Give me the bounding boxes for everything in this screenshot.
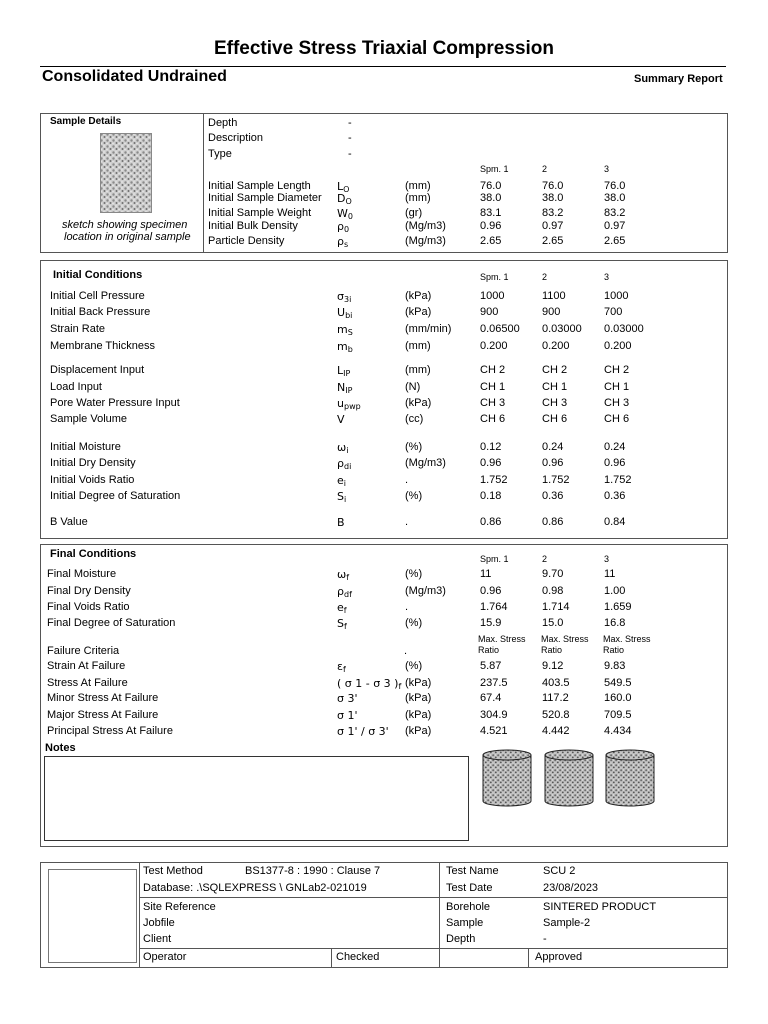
initial-condition-value-spm1: 900 [480, 306, 499, 318]
sample-detail-label: Particle Density [208, 235, 285, 247]
initial-condition-value-spm1: CH 6 [480, 413, 506, 425]
symbol-main: U [337, 306, 346, 319]
failure-value-value-spm2: 403.5 [542, 677, 570, 689]
symbol-main: ρ [337, 220, 344, 233]
initial-condition-value-spm1: CH 3 [480, 397, 506, 409]
symbol-subscript: df [343, 590, 352, 599]
sample-details-heading: Sample Details [50, 116, 122, 127]
sketch-caption-line2: location in original sample [64, 231, 191, 243]
failure-value-value-spm1: 4.521 [480, 725, 508, 737]
ic-spec-header-3: 3 [604, 272, 610, 282]
initial-condition-label: Initial Cell Pressure [50, 290, 145, 302]
type-value: - [348, 148, 352, 160]
symbol-main: ω [337, 568, 347, 581]
initial-condition-value-spm3: 0.36 [604, 490, 626, 502]
sample-detail-label: Initial Sample Length [208, 180, 311, 192]
sample-detail-unit: (mm) [405, 180, 431, 192]
initial-condition-value-spm1: 0.06500 [480, 323, 520, 335]
symbol-subscript: 0 [347, 212, 353, 221]
symbol-main: ρ [337, 457, 344, 470]
failure-criteria-unit: . [404, 645, 408, 657]
footer-checked-divider [528, 948, 529, 968]
failure-value-symbol [337, 660, 346, 674]
initial-condition-unit: (kPa) [405, 306, 432, 318]
failure-value-value-spm3: 549.5 [604, 677, 632, 689]
notes-label: Notes [45, 742, 76, 754]
failure-criteria-3-line2: Ratio [603, 645, 625, 655]
failure-value-label: Strain At Failure [47, 660, 126, 672]
initial-condition-symbol [337, 364, 350, 378]
symbol-main: e [337, 474, 344, 487]
initial-condition-unit: (mm) [405, 364, 431, 376]
sample-detail-value-spm1: 83.1 [480, 207, 502, 219]
report-title: Effective Stress Triaxial Compression [213, 38, 555, 59]
test-date-value: 23/08/2023 [543, 882, 599, 894]
initial-condition-symbol [337, 306, 352, 320]
sample-detail-unit: (mm) [405, 192, 431, 204]
sample-detail-value-spm2: 0.97 [542, 220, 564, 232]
failure-value-value-spm3: 709.5 [604, 709, 632, 721]
sample-detail-value-spm2: 83.2 [542, 207, 564, 219]
initial-condition-label: Initial Back Pressure [50, 306, 151, 318]
approved-label: Approved [535, 951, 583, 963]
initial-condition-value-spm2: CH 3 [542, 397, 568, 409]
symbol-subscript: di [343, 462, 352, 471]
final-condition-symbol [337, 601, 347, 615]
description-value: - [348, 132, 352, 144]
specimen-cylinder-2 [544, 749, 594, 807]
initial-condition-value-spm3: CH 2 [604, 364, 630, 376]
checked-label: Checked [336, 951, 380, 963]
symbol-main: e [337, 601, 344, 614]
initial-condition-unit: (%) [405, 441, 423, 453]
test-method-value: BS1377-8 : 1990 : Clause 7 [245, 865, 381, 877]
failure-criteria-3-line1: Max. Stress [603, 634, 651, 644]
initial-condition-value-spm2: 0.86 [542, 516, 564, 528]
initial-condition-symbol [337, 441, 348, 455]
symbol-main: σ 3' [337, 692, 358, 705]
borehole-value: SINTERED PRODUCT [543, 901, 657, 913]
initial-condition-symbol [337, 340, 353, 354]
failure-value-symbol [337, 677, 401, 691]
symbol-main: S [337, 617, 344, 630]
footer-logo-box [48, 869, 137, 963]
symbol-main: ( σ 1 - σ 3 ) [337, 677, 399, 690]
symbol-subscript: b [347, 345, 353, 354]
specimen-cylinder-3 [605, 749, 655, 807]
initial-condition-value-spm1: 1000 [480, 290, 505, 302]
final-condition-label: Final Dry Density [47, 585, 131, 597]
test-name-label: Test Name [446, 865, 499, 877]
initial-condition-unit: (cc) [405, 413, 424, 425]
initial-condition-value-spm3: 0.03000 [604, 323, 644, 335]
symbol-main: ω [337, 441, 347, 454]
symbol-main: m [337, 323, 348, 336]
site-reference-label: Site Reference [143, 901, 216, 913]
symbol-subscript: IP [345, 386, 353, 395]
failure-value-unit: (kPa) [405, 677, 432, 689]
sample-detail-value-spm3: 83.2 [604, 207, 626, 219]
failure-criteria-1-line1: Max. Stress [478, 634, 526, 644]
final-condition-unit: (%) [405, 568, 423, 580]
fc-spec-header-2: 2 [542, 554, 548, 564]
initial-condition-value-spm3: 0.96 [604, 457, 626, 469]
symbol-subscript: f [343, 606, 347, 615]
type-label: Type [208, 148, 232, 160]
initial-condition-symbol [337, 413, 345, 426]
initial-condition-label: Pore Water Pressure Input [50, 397, 180, 409]
jobfile-label: Jobfile [143, 917, 175, 929]
initial-condition-value-spm1: 0.96 [480, 457, 502, 469]
final-condition-value-spm3: 1.00 [604, 585, 626, 597]
symbol-subscript: O [345, 197, 352, 206]
initial-condition-value-spm3: 1000 [604, 290, 629, 302]
initial-condition-symbol [337, 290, 351, 304]
footer-mid-divider [439, 862, 440, 968]
sample-detail-value-spm2: 76.0 [542, 180, 564, 192]
initial-condition-symbol [337, 381, 352, 395]
operator-label: Operator [143, 951, 187, 963]
initial-condition-value-spm2: 0.200 [542, 340, 570, 352]
initial-condition-unit: (Mg/m3) [405, 457, 446, 469]
initial-condition-symbol [337, 397, 361, 411]
failure-value-value-spm2: 4.442 [542, 725, 570, 737]
symbol-main: σ 1' / σ 3' [337, 725, 389, 738]
client-label: Client [143, 933, 172, 945]
failure-value-value-spm1: 304.9 [480, 709, 508, 721]
final-condition-value-spm3: 11 [604, 568, 616, 580]
initial-condition-unit: (kPa) [405, 397, 432, 409]
failure-criteria-1-line2: Ratio [478, 645, 500, 655]
failure-value-value-spm3: 4.434 [604, 725, 632, 737]
initial-condition-unit: (kPa) [405, 290, 432, 302]
test-date-label: Test Date [446, 882, 493, 894]
sample-detail-symbol [337, 235, 348, 249]
final-condition-value-spm1: 1.764 [480, 601, 508, 613]
initial-condition-value-spm1: 0.86 [480, 516, 502, 528]
initial-condition-unit: (%) [405, 490, 423, 502]
symbol-main: ε [337, 660, 343, 673]
initial-condition-value-spm1: 1.752 [480, 474, 508, 486]
initial-condition-value-spm2: 0.96 [542, 457, 564, 469]
final-condition-value-spm2: 1.714 [542, 601, 570, 613]
failure-value-value-spm3: 160.0 [604, 692, 632, 704]
sample-detail-symbol [337, 192, 352, 206]
final-condition-label: Final Degree of Saturation [47, 617, 176, 629]
sample-detail-label: Initial Sample Weight [208, 207, 312, 219]
ic-spec-header-2: 2 [542, 272, 548, 282]
sample-detail-value-spm1: 76.0 [480, 180, 502, 192]
failure-criteria-2-line2: Ratio [541, 645, 563, 655]
initial-condition-unit: . [405, 474, 409, 486]
sample-detail-symbol [337, 220, 349, 234]
initial-condition-value-spm2: CH 2 [542, 364, 568, 376]
header-divider [40, 66, 726, 67]
failure-value-symbol [337, 709, 358, 722]
initial-condition-symbol [337, 490, 346, 504]
ic-spec-header-1: Spm. 1 [480, 272, 509, 282]
initial-condition-value-spm3: 0.200 [604, 340, 632, 352]
failure-value-unit: (kPa) [405, 725, 432, 737]
symbol-subscript: f [343, 622, 347, 631]
initial-condition-symbol [337, 457, 351, 471]
failure-value-label: Major Stress At Failure [47, 709, 159, 721]
failure-value-unit: (%) [405, 660, 423, 672]
initial-condition-value-spm2: 900 [542, 306, 561, 318]
failure-value-value-spm1: 67.4 [480, 692, 502, 704]
final-condition-value-spm1: 11 [480, 568, 492, 580]
initial-condition-value-spm3: 1.752 [604, 474, 632, 486]
initial-condition-value-spm3: 0.84 [604, 516, 626, 528]
sample-detail-value-spm1: 38.0 [480, 192, 502, 204]
failure-value-value-spm2: 117.2 [542, 692, 569, 704]
notes-box [44, 756, 469, 841]
database-text: Database: .\SQLEXPRESS \ GNLab2-021019 [143, 882, 367, 894]
final-condition-unit: (%) [405, 617, 423, 629]
initial-condition-value-spm2: 0.03000 [542, 323, 582, 335]
symbol-main: ρ [337, 235, 344, 248]
final-condition-value-spm2: 0.98 [542, 585, 564, 597]
failure-criteria-2-line1: Max. Stress [541, 634, 589, 644]
symbol-main: σ 1' [337, 709, 358, 722]
report-type: Summary Report [634, 73, 723, 85]
final-condition-value-spm3: 16.8 [604, 617, 626, 629]
sample-detail-label: Initial Sample Diameter [208, 192, 322, 204]
initial-condition-label: Membrane Thickness [50, 340, 155, 352]
initial-condition-value-spm1: 0.12 [480, 441, 502, 453]
initial-condition-value-spm3: CH 6 [604, 413, 630, 425]
failure-criteria-label: Failure Criteria [47, 645, 120, 657]
fc-spec-header-3: 3 [604, 554, 610, 564]
sample-detail-label: Initial Bulk Density [208, 220, 298, 232]
symbol-subscript: 0 [343, 225, 350, 234]
initial-condition-value-spm2: CH 6 [542, 413, 568, 425]
specimen-cylinder-1 [482, 749, 532, 807]
test-name-value: SCU 2 [543, 865, 576, 877]
initial-condition-value-spm2: CH 1 [542, 381, 568, 393]
sample-details-divider [203, 113, 204, 253]
symbol-subscript: 3i [343, 295, 352, 304]
initial-condition-unit: (mm) [405, 340, 431, 352]
final-condition-label: Final Voids Ratio [47, 601, 130, 613]
test-method-label: Test Method [143, 865, 203, 877]
failure-value-value-spm2: 9.12 [542, 660, 564, 672]
footer-operator-divider [331, 948, 332, 968]
failure-value-unit: (kPa) [405, 709, 432, 721]
symbol-subscript: s [343, 240, 349, 249]
final-condition-symbol [337, 568, 349, 582]
sample-detail-value-spm3: 2.65 [604, 235, 626, 247]
depth-label: Depth [208, 117, 238, 129]
sample-label: Sample [446, 917, 484, 929]
sample-detail-value-spm2: 2.65 [542, 235, 564, 247]
sample-detail-unit: (Mg/m3) [405, 235, 446, 247]
final-condition-symbol [337, 585, 352, 599]
sample-detail-symbol [337, 207, 353, 221]
final-condition-label: Final Moisture [47, 568, 117, 580]
failure-value-value-spm1: 237.5 [480, 677, 508, 689]
final-condition-unit: . [405, 601, 409, 613]
final-condition-value-spm2: 15.0 [542, 617, 564, 629]
initial-condition-symbol [337, 474, 346, 488]
symbol-main: D [337, 192, 346, 205]
symbol-subscript: f [346, 573, 350, 582]
symbol-main: W [337, 207, 348, 220]
initial-condition-label: Initial Degree of Saturation [50, 490, 181, 502]
symbol-subscript: S [347, 328, 353, 337]
symbol-main: σ [337, 290, 344, 303]
initial-condition-value-spm2: 0.36 [542, 490, 564, 502]
failure-value-symbol [337, 725, 389, 738]
initial-condition-value-spm2: 0.24 [542, 441, 564, 453]
spec-header-1: Spm. 1 [480, 164, 509, 174]
final-condition-value-spm1: 0.96 [480, 585, 502, 597]
symbol-main: m [337, 340, 348, 353]
symbol-subscript: O [343, 185, 350, 194]
footer-left-divider [139, 862, 140, 968]
symbol-main: V [337, 413, 345, 426]
specimen-sketch [100, 133, 152, 213]
failure-value-symbol [337, 692, 358, 705]
symbol-main: ρ [337, 585, 344, 598]
initial-condition-value-spm1: CH 1 [480, 381, 506, 393]
initial-condition-value-spm2: 1.752 [542, 474, 570, 486]
final-condition-value-spm1: 15.9 [480, 617, 502, 629]
failure-value-unit: (kPa) [405, 692, 432, 704]
footer-row-divider-1 [139, 897, 728, 898]
failure-value-value-spm1: 5.87 [480, 660, 502, 672]
depth-value: - [348, 117, 352, 129]
initial-condition-label: Initial Voids Ratio [50, 474, 135, 486]
sketch-caption-line1: sketch showing specimen [62, 219, 188, 231]
failure-value-value-spm3: 9.83 [604, 660, 626, 672]
final-condition-symbol [337, 617, 347, 631]
initial-condition-value-spm3: 0.24 [604, 441, 626, 453]
initial-conditions-heading: Initial Conditions [53, 269, 143, 281]
initial-condition-label: Strain Rate [50, 323, 106, 335]
sample-detail-value-spm3: 76.0 [604, 180, 626, 192]
initial-condition-unit: . [405, 516, 409, 528]
initial-condition-symbol [337, 323, 353, 337]
failure-value-value-spm2: 520.8 [542, 709, 570, 721]
footer-depth-label: Depth [446, 933, 476, 945]
sample-detail-value-spm3: 38.0 [604, 192, 626, 204]
initial-condition-value-spm2: 1100 [542, 290, 566, 302]
symbol-main: B [337, 516, 345, 529]
failure-value-label: Stress At Failure [47, 677, 128, 689]
initial-condition-value-spm1: 0.200 [480, 340, 508, 352]
initial-condition-unit: (N) [405, 381, 421, 393]
final-condition-unit: (Mg/m3) [405, 585, 446, 597]
symbol-subscript: f [342, 665, 346, 674]
symbol-subscript: f [398, 682, 402, 691]
initial-condition-value-spm1: CH 2 [480, 364, 506, 376]
initial-condition-label: B Value [50, 516, 88, 528]
final-conditions-heading: Final Conditions [50, 548, 137, 560]
sample-detail-value-spm3: 0.97 [604, 220, 626, 232]
symbol-main: L [337, 180, 344, 193]
initial-condition-label: Initial Dry Density [50, 457, 136, 469]
initial-condition-value-spm1: 0.18 [480, 490, 502, 502]
symbol-main: u [337, 397, 344, 410]
initial-condition-value-spm3: 700 [604, 306, 623, 318]
spec-header-2: 2 [542, 164, 548, 174]
symbol-main: N [337, 381, 346, 394]
symbol-subscript: pwp [343, 402, 361, 411]
initial-condition-value-spm3: CH 1 [604, 381, 630, 393]
initial-condition-label: Load Input [50, 381, 102, 393]
symbol-subscript: i [343, 495, 347, 504]
failure-value-label: Minor Stress At Failure [47, 692, 159, 704]
initial-condition-unit: (mm/min) [405, 323, 452, 335]
initial-condition-symbol [337, 516, 345, 529]
initial-condition-label: Displacement Input [50, 364, 145, 376]
symbol-main: S [337, 490, 344, 503]
sample-detail-unit: (gr) [405, 207, 423, 219]
sample-value: Sample-2 [543, 917, 591, 929]
footer-depth-value: - [543, 933, 547, 945]
symbol-subscript: i [346, 446, 349, 455]
fc-spec-header-1: Spm. 1 [480, 554, 509, 564]
final-condition-value-spm3: 1.659 [604, 601, 632, 613]
final-condition-value-spm2: 9.70 [542, 568, 564, 580]
sample-detail-value-spm1: 0.96 [480, 220, 502, 232]
description-label: Description [208, 132, 264, 144]
symbol-subscript: bi [345, 311, 353, 320]
report-subtitle: Consolidated Undrained [42, 68, 227, 85]
initial-condition-value-spm3: CH 3 [604, 397, 630, 409]
failure-value-label: Principal Stress At Failure [47, 725, 173, 737]
footer-row-divider-2 [139, 948, 728, 949]
sample-detail-value-spm1: 2.65 [480, 235, 502, 247]
sample-detail-value-spm2: 38.0 [542, 192, 564, 204]
initial-condition-label: Initial Moisture [50, 441, 121, 453]
symbol-subscript: i [343, 479, 347, 488]
spec-header-3: 3 [604, 164, 610, 174]
borehole-label: Borehole [446, 901, 491, 913]
symbol-main: L [337, 364, 344, 377]
initial-condition-label: Sample Volume [50, 413, 128, 425]
symbol-subscript: IP [343, 369, 351, 378]
sample-detail-unit: (Mg/m3) [405, 220, 446, 232]
